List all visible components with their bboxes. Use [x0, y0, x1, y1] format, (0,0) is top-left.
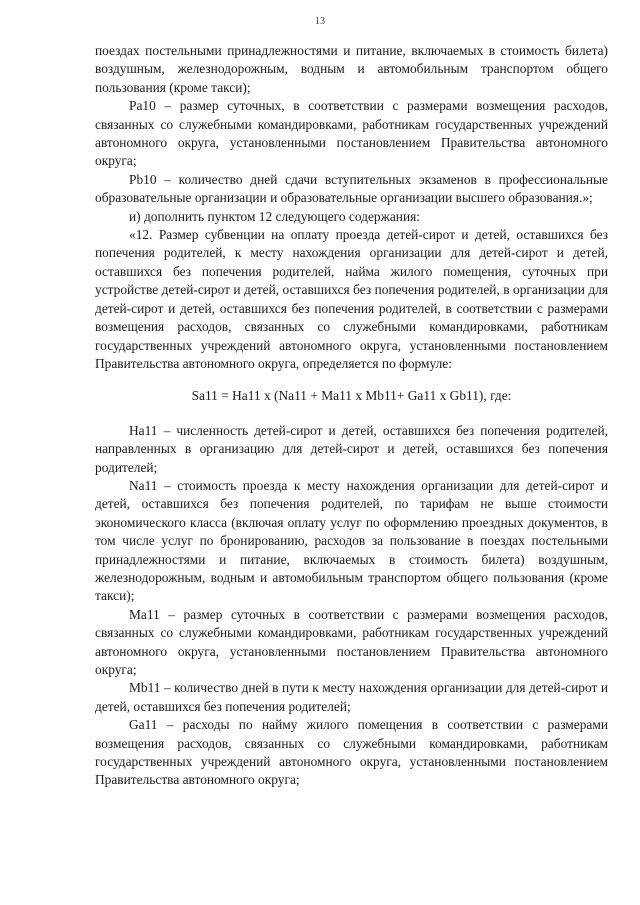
paragraph-mb11-definition: Mb11 – количество дней в пути к месту нахождения организации для детей-сирот и детей, оставшихся без попечения родителей; — [95, 680, 608, 714]
paragraph-pa10-definition: Pa10 – размер суточных, в соответствии с размерами возмещения расходов, связанных со служебными командировками, работникам государственных учреждений автономного округа, установленными постановлением Правительства автономного округа; — [95, 98, 608, 169]
formula-sa11: Sa11 = Ha11 x (Na11 + Ma11 x Mb11+ Ga11 x Gb11), где: — [191, 388, 512, 404]
paragraph-amendment-i: и) дополнить пунктом 12 следующего содержания: — [129, 208, 420, 224]
paragraph-continuation: поездах постельными принадлежностями и питание, включаемых в стоимость билета) воздушным, железнодорожным, водным и автомобильным транспортом общего пользования (кроме такси); — [95, 43, 608, 95]
paragraph-ma11-definition: Ma11 – размер суточных в соответствии с размерами возмещения расходов, связанных со служебными командировками, работникам государственных учреждений автономного округа, установленными постановлением Правительства автономного округа; — [95, 606, 608, 677]
document-body — [95, 42, 608, 790]
page-number: 13 — [315, 16, 325, 27]
paragraph-item-12: «12. Размер субвенции на оплату проезда детей-сирот и детей, оставшихся без попечения родителей, к месту нахождения организации для детей-сирот и детей, оставшихся без попечения родителей, найма жилого помещения, суточных при устройстве детей-сирот и детей, оставшихся без попечения родителей, в организации для детей-сирот и детей, оставшихся без попечения родителей, в соответствии с размерами возмещения расходов, связанных со служебными командировками, работникам государственных учреждений автономного округа, установленными постановлением Правительства автономного округа, определяется по формуле: — [95, 227, 608, 371]
paragraph-ga11-definition: Ga11 – расходы по найму жилого помещения в соответствии с размерами возмещения расходов, связанных со служебными командировками, работникам государственных учреждений автономного округа, установленными постановлением Правительства автономного округа; — [95, 717, 608, 788]
paragraph-na11-definition: Na11 – стоимость проезда к месту нахождения организации для детей-сирот и детей, оставшихся без попечения родителей, по тарифам не выше стоимости экономического класса (включая оплату услуг по оформлению проездных документов, в том числе услуг по бронированию, расходов за пользование в поездах постельными принадлежностями и питание, включаемых в стоимость билета) воздушным, железнодорожным, водным и автомобильным транспортом общего пользования (кроме такси); — [95, 477, 608, 604]
paragraph-ha11-definition: Ha11 – численность детей-сирот и детей, оставшихся без попечения родителей, направленных в организацию для детей-сирот и детей, оставшихся без попечения родителей; — [95, 422, 608, 475]
paragraph-pb10-definition: Pb10 – количество дней сдачи вступительных экзаменов в профессиональные образовательные организации и образовательные организации высшего образования.»; — [95, 171, 608, 206]
